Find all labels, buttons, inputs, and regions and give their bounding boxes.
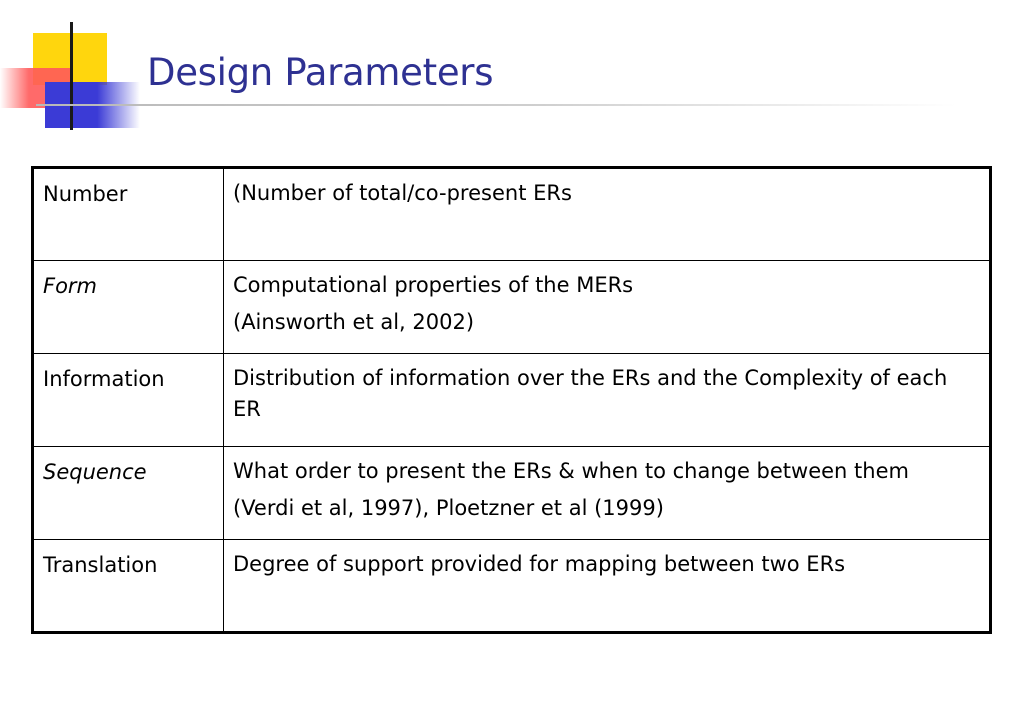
parameter-description — [224, 261, 991, 354]
parameter-description — [224, 354, 991, 447]
table-row — [33, 354, 991, 447]
title-underline — [36, 104, 956, 106]
table-row — [33, 168, 991, 261]
parameter-name: Sequence — [33, 447, 224, 540]
description-line: (Ainsworth et al, 2002) — [233, 310, 475, 334]
table-row — [33, 540, 991, 633]
table-body — [33, 168, 991, 633]
logo-vertical-line — [70, 22, 73, 130]
description-line: Computational properties of the MERs — [233, 273, 634, 297]
parameter-description — [224, 540, 991, 633]
description-line: What order to present the ERs & when to change between them — [233, 459, 909, 483]
parameter-name: Translation — [33, 540, 224, 633]
description-line: (Number of total/co-present ERs — [233, 181, 572, 205]
parameter-description — [224, 447, 991, 540]
table-row — [33, 261, 991, 354]
page-title: Design Parameters — [147, 51, 494, 94]
parameter-description — [224, 168, 991, 261]
description-line: Distribution of information over the ERs and the Complexity of each ER — [233, 366, 948, 421]
parameters-table — [31, 166, 992, 634]
description-line: Degree of support provided for mapping between two ERs — [233, 552, 846, 576]
table-row — [33, 447, 991, 540]
description-line: (Verdi et al, 1997), Ploetzner et al (1999) — [233, 496, 664, 520]
parameter-name: Information — [33, 354, 224, 447]
parameter-name: Form — [33, 261, 224, 354]
parameter-name: Number — [33, 168, 224, 261]
decorative-logo — [0, 0, 140, 135]
